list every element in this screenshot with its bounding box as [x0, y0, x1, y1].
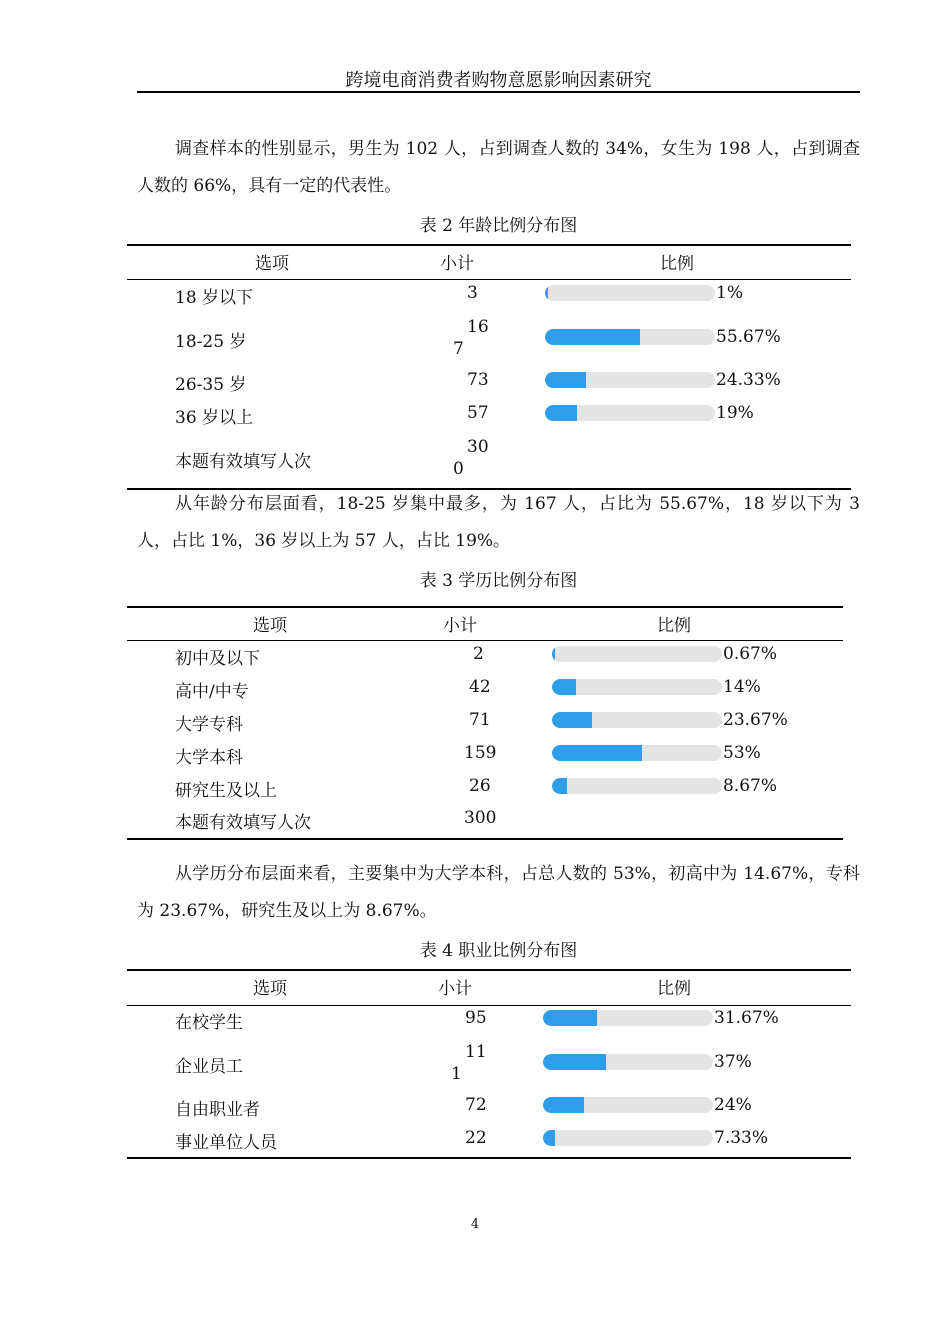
percent-bar [545, 329, 715, 345]
paragraph-age: 从年龄分布层面看，18-25 岁集中最多，为 167 人，占比为 55.67%，18 岁以下为 3 人，占比 1%，36 岁以上为 57 人，占比 19%。 [137, 494, 860, 551]
caption-age-table: 表 2 年龄比例分布图 [419, 216, 578, 236]
row-count: 2 [473, 644, 484, 664]
row-count-line2: 0 [453, 459, 464, 479]
percent-bar [545, 285, 715, 301]
header-rule [137, 91, 860, 93]
percent-bar [543, 1130, 713, 1146]
table-rule-mid [127, 279, 851, 280]
row-percent: 55.67% [716, 327, 781, 347]
row-option: 初中及以下 [175, 649, 260, 669]
percent-bar-fill [545, 285, 548, 301]
row-percent: 19% [716, 403, 754, 423]
row-option: 36 岁以上 [175, 408, 254, 428]
row-option: 本题有效填写人次 [175, 452, 311, 472]
row-count: 26 [469, 776, 491, 796]
percent-bar [552, 646, 722, 662]
row-count-line1: 30 [467, 437, 489, 457]
row-count-line2: 7 [453, 339, 464, 359]
table-rule-top [127, 244, 851, 246]
percent-bar-fill [552, 712, 592, 728]
row-option: 企业员工 [175, 1057, 243, 1077]
row-percent: 37% [714, 1052, 752, 1072]
row-option: 研究生及以上 [175, 781, 277, 801]
row-percent: 7.33% [714, 1128, 769, 1148]
percent-bar-fill [552, 646, 555, 662]
row-count: 95 [465, 1008, 487, 1028]
row-option: 18-25 岁 [175, 332, 247, 352]
header-count: 小计 [440, 254, 474, 274]
percent-bar [543, 1097, 713, 1113]
percent-bar-fill [552, 679, 576, 695]
row-percent: 0.67% [723, 644, 778, 664]
percent-bar [543, 1010, 713, 1026]
percent-bar [552, 712, 722, 728]
header-percent: 比例 [657, 616, 691, 636]
header-count: 小计 [443, 616, 477, 636]
percent-bar-fill [543, 1010, 597, 1026]
row-count: 72 [465, 1095, 487, 1115]
row-count: 3 [467, 283, 478, 303]
paragraph-education: 从学历分布层面来看，主要集中为大学本科，占总人数的 53%，初高中为 14.67%，专科为 23.67%，研究生及以上为 8.67%。 [137, 864, 860, 921]
table-rule-mid [127, 640, 843, 641]
row-percent: 24.33% [716, 370, 781, 390]
row-percent: 23.67% [723, 710, 788, 730]
row-count-line2: 1 [451, 1064, 462, 1084]
table-rule-mid [127, 1005, 851, 1006]
row-option: 18 岁以下 [175, 288, 254, 308]
percent-bar [545, 405, 715, 421]
row-option: 高中/中专 [175, 682, 249, 702]
percent-bar-fill [545, 372, 586, 388]
page-number: 4 [470, 1217, 480, 1232]
row-option: 事业单位人员 [175, 1133, 277, 1153]
education-table [127, 606, 843, 842]
header-option: 选项 [253, 616, 287, 636]
row-count: 159 [464, 743, 497, 763]
row-percent: 8.67% [723, 776, 778, 796]
occupation-table [127, 969, 851, 1161]
header-percent: 比例 [657, 979, 691, 999]
percent-bar [543, 1054, 713, 1070]
percent-bar-fill [552, 745, 642, 761]
row-option: 本题有效填写人次 [175, 813, 311, 833]
row-option: 自由职业者 [175, 1100, 260, 1120]
row-percent: 53% [723, 743, 761, 763]
percent-bar-fill [543, 1097, 584, 1113]
percent-bar [545, 372, 715, 388]
row-count-line1: 16 [467, 317, 489, 337]
caption-occupation-table: 表 4 职业比例分布图 [419, 941, 578, 961]
row-count: 300 [464, 808, 497, 828]
row-option: 大学本科 [175, 748, 243, 768]
table-rule-bottom [127, 838, 843, 840]
percent-bar-fill [543, 1054, 606, 1070]
row-count: 42 [469, 677, 491, 697]
running-header: 跨境电商消费者购物意愿影响因素研究 [345, 70, 652, 91]
row-option: 大学专科 [175, 715, 243, 735]
row-count: 73 [467, 370, 489, 390]
table-rule-top [127, 606, 843, 608]
row-count: 22 [465, 1128, 487, 1148]
row-percent: 24% [714, 1095, 752, 1115]
percent-bar [552, 679, 722, 695]
row-option: 在校学生 [175, 1013, 243, 1033]
paragraph-gender: 调查样本的性别显示，男生为 102 人，占到调查人数的 34%，女生为 198 人，占到调查人数的 66%，具有一定的代表性。 [137, 139, 860, 196]
header-option: 选项 [253, 979, 287, 999]
percent-bar [552, 778, 722, 794]
row-count: 71 [469, 710, 491, 730]
row-count-line1: 11 [465, 1042, 487, 1062]
age-table [127, 244, 851, 492]
row-percent: 31.67% [714, 1008, 779, 1028]
percent-bar [552, 745, 722, 761]
header-count: 小计 [438, 979, 472, 999]
row-percent: 14% [723, 677, 761, 697]
row-count: 57 [467, 403, 489, 423]
header-percent: 比例 [660, 254, 694, 274]
row-option: 26-35 岁 [175, 375, 247, 395]
percent-bar-fill [545, 405, 577, 421]
header-option: 选项 [255, 254, 289, 274]
percent-bar-fill [545, 329, 640, 345]
table-rule-top [127, 969, 851, 971]
table-rule-bottom [127, 1157, 851, 1159]
percent-bar-fill [552, 778, 567, 794]
row-percent: 1% [716, 283, 743, 303]
percent-bar-fill [543, 1130, 555, 1146]
caption-education-table: 表 3 学历比例分布图 [419, 571, 578, 591]
